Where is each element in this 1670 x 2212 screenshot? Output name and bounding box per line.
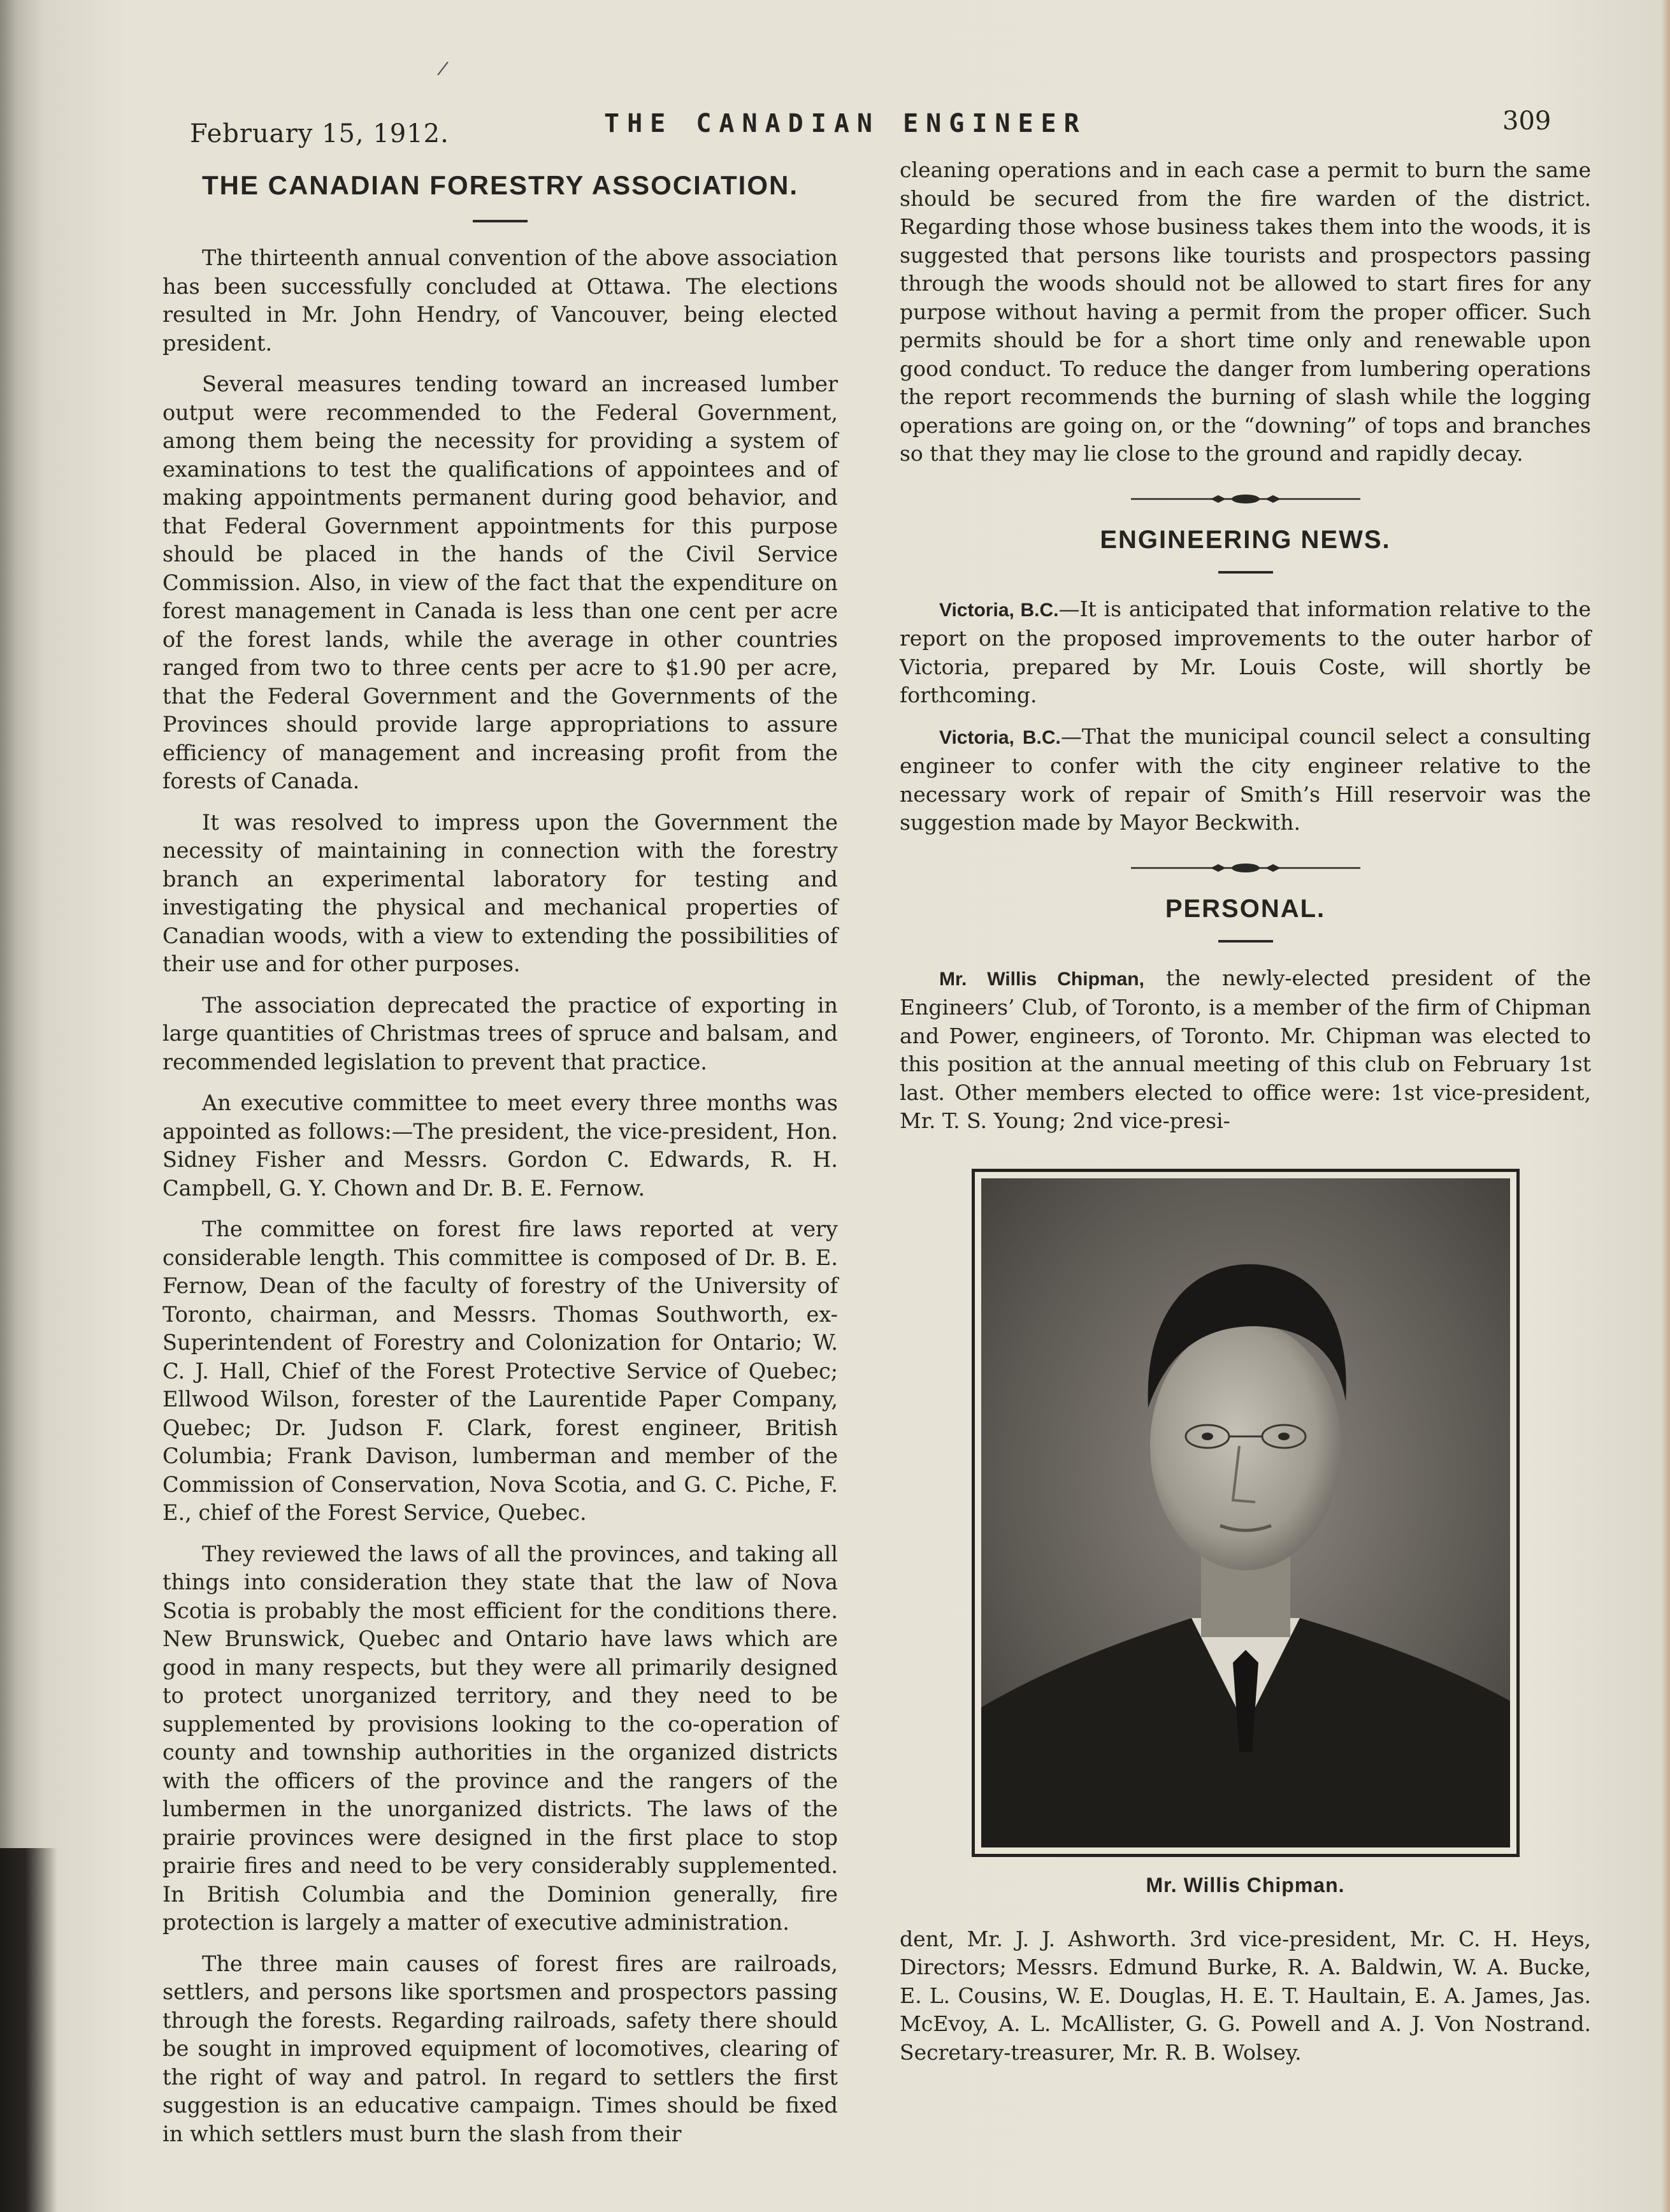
portrait-frame (972, 1169, 1520, 1857)
portrait-caption: Mr. Willis Chipman. (1146, 1873, 1345, 1897)
news-text: —It is anticipated that information relative to the report on the proposed improvements to the outer harbor of Victoria, prepared by Mr. Louis Coste, will shortly be forthcoming. (900, 596, 1591, 707)
section-ornament (1131, 494, 1360, 504)
journal-title: THE CANADIAN ENGINEER (604, 109, 1087, 138)
title-rule (473, 220, 528, 222)
personal-title: PERSONAL. (1165, 894, 1326, 923)
portrait-photo (981, 1178, 1510, 1847)
page-number: 309 (1502, 106, 1551, 136)
binding-shadow (0, 1848, 57, 2212)
forestry-paragraph: The thirteenth annual convention of the above association has been successfully concluded at Ottawa. The elections resulted in Mr. John Hendry, of Vancouver, being elected president. (162, 245, 838, 356)
forestry-continuation: cleaning operations and in each case a permit to burn the same should be secured from the fire warden of the district. Regarding those whose business takes them into the woods, it is suggested that persons like tourists and prospectors passing through the woods should not be allowed to start fires for any purpose without having a permit from the proper officer. Such permits should be for a short time only and renewable upon good conduct. To reduce the danger from lumbering operations the report recommends the burning of slash while the logging operations are going on, or the “downing” of tops and branches so that they may lie close to the ground and rapidly decay. (900, 157, 1591, 466)
news-place: Victoria, B.C. (939, 599, 1059, 621)
engineering-news-title: ENGINEERING NEWS. (1100, 525, 1391, 554)
pencil-mark: / (436, 57, 450, 80)
personal-continuation: dent, Mr. J. J. Ashworth. 3rd vice-president, Mr. C. H. Heys, Directors; Messrs. Edmund Burke, R. A. Baldwin, W. A. Bucke, E. L. Cousins, W. E. Douglas, H. E. T. Haultain, E. A. James, Jas. McEvoy, A. L. McAllister, G. G. Powell and A. J. Von Nostrand. Secretary-treasurer, Mr. R. B. Wolsey. (900, 1926, 1591, 2065)
right-column (900, 156, 1591, 2079)
title-rule (1218, 571, 1273, 574)
forestry-paragraph: They reviewed the laws of all the provinces, and taking all things into consideration they state that the law of Nova Scotia is probably the most efficient for the conditions there. New Brunswick, Quebec and Ontario have laws which are good in many respects, but they were all primarily designed to protect unorganized territory, and they need to be supplemented by provisions looking to the co-operation of county and township authorities in the organized districts with the officers of the province and the rangers of the lumbermen in the unorganized districts. The laws of the prairie provinces were designed in the first place to stop prairie fires and need to be very considerably supplemented. In British Columbia and the Dominion generally, fire protection is largely a matter of executive administration. (162, 1541, 838, 1935)
running-header (0, 105, 1670, 156)
personal-paragraph (900, 964, 1591, 1136)
forestry-paragraph: It was resolved to impress upon the Government the necessity of maintaining in connection with the forestry branch an experimental laboratory for testing and investigating the physical and mechanical properties of Canadian woods, with a view to extending the possibilities of their use and for other purposes. (162, 809, 838, 976)
issue-date: February 15, 1912. (190, 119, 449, 148)
forestry-article-title: THE CANADIAN FORESTRY ASSOCIATION. (201, 170, 799, 200)
title-rule (1218, 940, 1273, 943)
personal-text: the newly-elected president of the Engineers’ Club, of Toronto, is a member of the firm of Chipman and Power, engineers, of Toronto. Mr. Chipman was elected to this position at the annual meeting of this club on February 1st last. Other members elected to office were: 1st vice-president, Mr. T. S. Young; 2nd vice-presi- (900, 965, 1592, 1133)
news-text: —That the municipal council select a consulting engineer to confer with the city engineer relative to the necessary work of repair of Smith’s Hill reservoir was the suggestion made by Mayor Beckwith. (900, 723, 1591, 835)
news-item (900, 595, 1591, 710)
forestry-paragraph: The three main causes of forest fires are railroads, settlers, and persons like sportsmen and prospectors passing through the forests. Regarding railroads, safety there should be sought in improved equipment of locomotives, clearing of the right of way and patrol. In regard to settlers the first suggestion is an educative campaign. Times should be fixed in which settlers must burn the slash from their (162, 1951, 838, 2146)
forestry-paragraph: Several measures tending toward an increased lumber output were recommended to the Federal Government, among them being the necessity for providing a system of examinations to test the qualifications of appointees and of making appointments permanent during good behavior, and that Federal Government appointments for this purpose should be placed in the hands of the Civil Service Commission. Also, in view of the fact that the expenditure on forest management in Canada is less than one cent per acre of the forest lands, while the average in other countries ranged from two to three cents per acre to $1.90 per acre, that the Federal Government and the Governments of the Provinces should provide large appropriations to assure efficiency of management and increasing profit from the forests of Canada. (162, 372, 838, 793)
news-item (900, 723, 1591, 837)
forestry-paragraph: An executive committee to meet every three months was appointed as follows:—The president, the vice-president, Hon. Sidney Fisher and Messrs. Gordon C. Edwards, R. H. Campbell, G. Y. Chown and Dr. B. E. Fernow. (162, 1090, 838, 1201)
page-edge (1661, 0, 1670, 2212)
news-place: Victoria, B.C. (939, 726, 1061, 748)
forestry-paragraph: The association deprecated the practice of exporting in large quantities of Christmas trees of spruce and balsam, and recommended legislation to prevent that practice. (162, 992, 838, 1074)
forestry-paragraph: The committee on forest fire laws reported at very considerable length. This committee is composed of Dr. B. E. Fernow, Dean of the faculty of forestry of the University of Toronto, chairman, and Messrs. Thomas Southworth, ex-Superintendent of Forestry and Colonization for Ontario; W. C. J. Hall, Chief of the Forest Protective Service of Quebec; Ellwood Wilson, forester of the Laurentide Paper Company, Quebec; Dr. Judson F. Clark, forest engineer, British Columbia; Frank Davison, lumberman and member of the Commission of Conservation, Nova Scotia, and G. C. Piche, F. E., chief of the Forest Service, Quebec. (162, 1217, 838, 1525)
personal-lead-name: Mr. Willis Chipman, (939, 968, 1144, 990)
left-column (162, 163, 838, 2161)
section-ornament (1131, 863, 1360, 873)
